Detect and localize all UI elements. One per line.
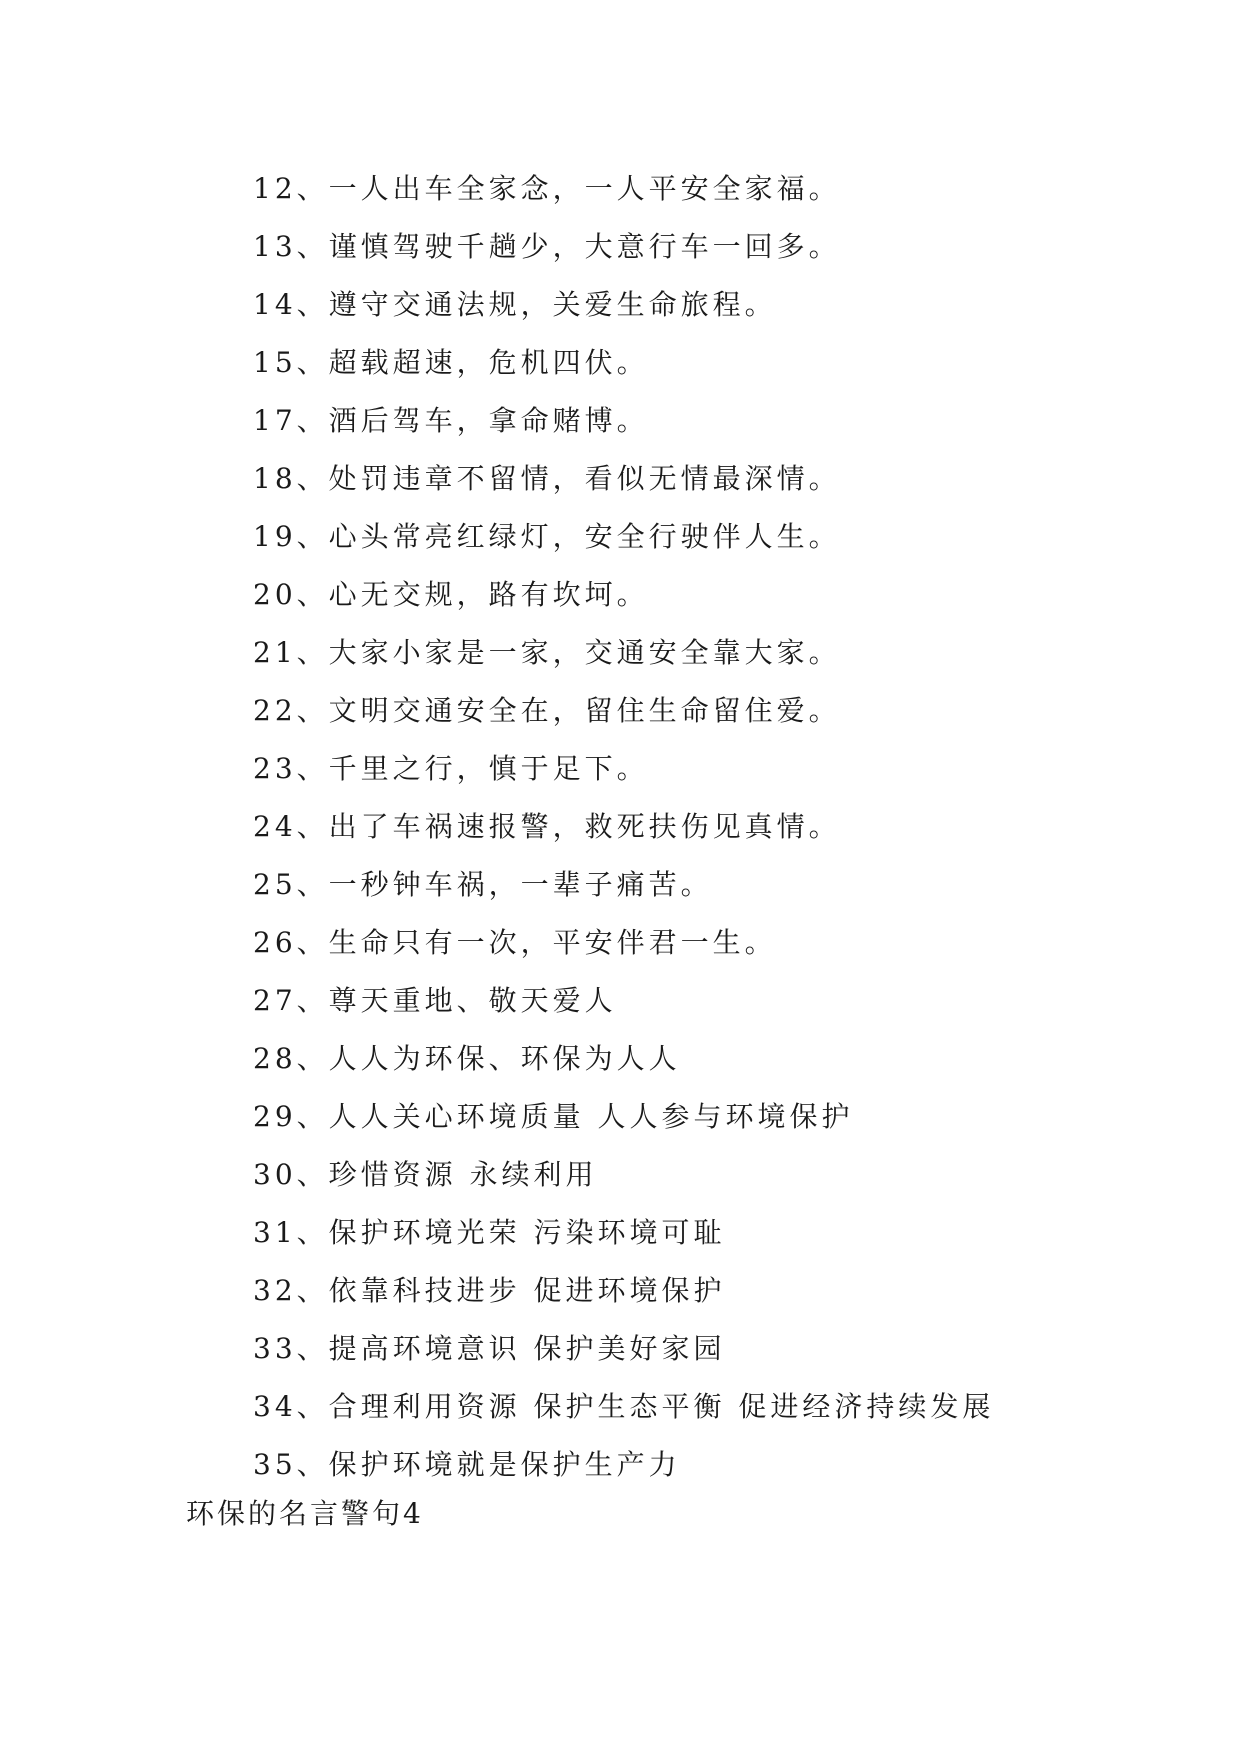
- list-item: 30、珍惜资源 永续利用: [253, 1158, 598, 1191]
- list-item: 23、千里之行，慎于足下。: [253, 752, 649, 785]
- list-item: 22、文明交通安全在，留住生命留住爱。: [253, 694, 841, 727]
- list-item: 28、人人为环保、环保为人人: [253, 1042, 681, 1075]
- list-item: 26、生命只有一次，平安伴君一生。: [253, 926, 777, 959]
- list-item: 34、合理利用资源 保护生态平衡 促进经济持续发展: [253, 1390, 995, 1423]
- list-item: 15、超载超速，危机四伏。: [253, 346, 649, 379]
- list-item: 29、人人关心环境质量 人人参与环境保护: [253, 1100, 854, 1133]
- list-item: 19、心头常亮红绿灯，安全行驶伴人生。: [253, 520, 841, 553]
- list-item: 25、一秒钟车祸，一辈子痛苦。: [253, 868, 713, 901]
- list-item: 14、遵守交通法规，关爱生命旅程。: [253, 288, 777, 321]
- list-item: 13、谨慎驾驶千趟少，大意行车一回多。: [253, 230, 841, 263]
- list-item: 21、大家小家是一家，交通安全靠大家。: [253, 636, 841, 669]
- list-item: 31、保护环境光荣 污染环境可耻: [253, 1216, 726, 1249]
- list-item: 24、出了车祸速报警，救死扶伤见真情。: [253, 810, 841, 843]
- list-item: 32、依靠科技进步 促进环境保护: [253, 1274, 726, 1307]
- list-item: 12、一人出车全家念，一人平安全家福。: [253, 172, 841, 205]
- list-item: 20、心无交规，路有坎坷。: [253, 578, 649, 611]
- list-item: 17、酒后驾车，拿命赌博。: [253, 404, 649, 437]
- list-item: 33、提高环境意识 保护美好家园: [253, 1332, 726, 1365]
- slogan-list: [253, 160, 994, 1494]
- list-item: 35、保护环境就是保护生产力: [253, 1448, 681, 1481]
- list-item: 18、处罚违章不留情，看似无情最深情。: [253, 462, 841, 495]
- list-item: 27、尊天重地、敬天爱人: [253, 984, 617, 1017]
- section-heading: 环保的名言警句4: [186, 1497, 424, 1530]
